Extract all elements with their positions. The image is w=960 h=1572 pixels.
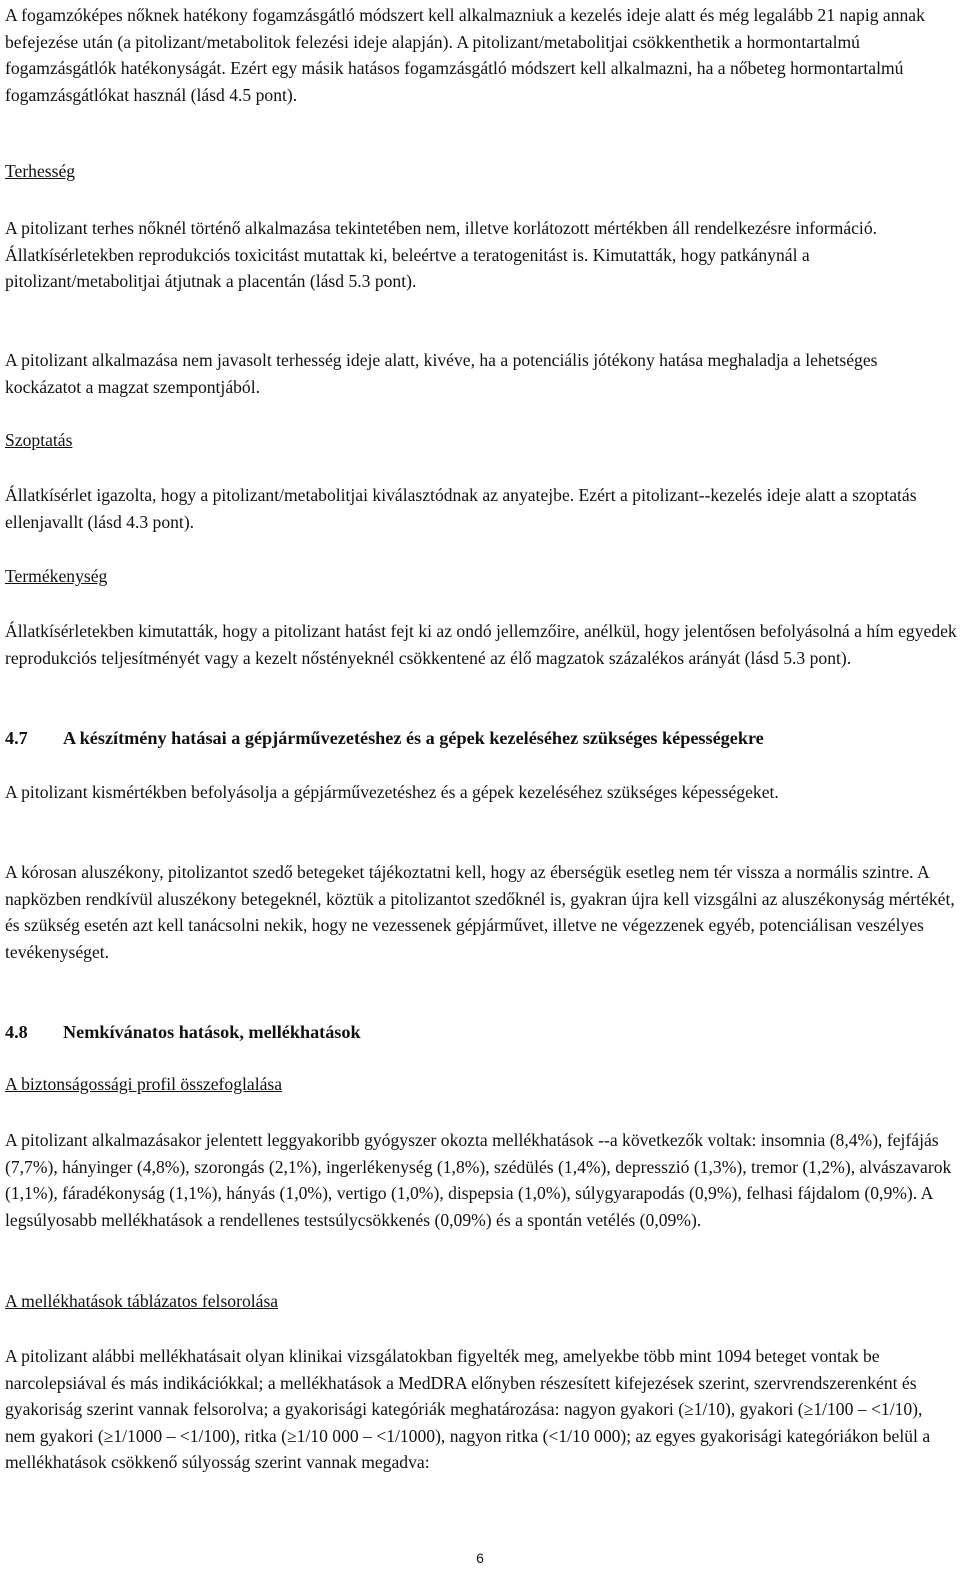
subheading-lactation: Szoptatás	[5, 430, 73, 450]
section-title: Nemkívánatos hatások, mellékhatások	[63, 1022, 361, 1042]
paragraph-tabulated: A pitolizant alábbi mellékhatásait olyan klinikai vizsgálatokban figyelték meg, amelyekbe több mint 1094 beteget vontak be narcolepsiával és más indikációkkal; a mellékhatások a MedDRA előnyben részesített kifejezések szerint, szervrendszerenként és gyakoriság szerint vannak felsorolva; a gyakorisági kategóriák meghatározása: nagyon gyakori (≥1/10), gyakori (≥1/100 – <1/10), nem gyakori (≥1/1000 – <1/100), ritka (≥1/10 000 – <1/1000), nagyon ritka (<1/10 000); az egyes gyakorisági kategóriákon belül a mellékhatások csökkenő súlyosság szerint vannak megadva:	[5, 1346, 931, 1472]
paragraph-driving-1: A pitolizant kismértékben befolyásolja a gépjárművezetéshez és a gépek kezeléséhez szükséges képességeket.	[5, 782, 779, 802]
section-title: A készítmény hatásai a gépjárművezetéshez és a gépek kezeléséhez szükséges képességekre	[63, 728, 764, 748]
subheading-pregnancy: Terhesség	[5, 161, 76, 181]
paragraph-lactation: Állatkísérlet igazolta, hogy a pitolizant/metabolitjai kiválasztódnak az anyatejbe. Ezért a pitolizant--kezelés ideje alatt a szoptatás ellenjavallt (lásd 4.3 pont).	[5, 485, 917, 532]
paragraph-fertility: Állatkísérletekben kimutatták, hogy a pitolizant hatást fejt ki az ondó jellemzőire, anélkül, hogy jelentősen befolyásolná a hím egyedek reprodukciós teljesítményét vagy a kezelt nőstényeknél csökkentené az élő magzatok százalékos arányát (lásd 5.3 pont).	[5, 621, 957, 668]
section-heading-4-8	[5, 1019, 960, 1045]
page-number: 6	[476, 1550, 484, 1566]
section-heading-4-7	[5, 725, 960, 751]
paragraph-pregnancy-2: A pitolizant alkalmazása nem javasolt terhesség ideje alatt, kivéve, ha a potenciális jótékony hatása meghaladja a lehetséges kockázatot a magzat szempontjából.	[5, 350, 878, 397]
paragraph-pregnancy-1: A pitolizant terhes nőknél történő alkalmazása tekintetében nem, illetve korlátozott mértékben áll rendelkezésre információ. Állatkísérletekben reprodukciós toxicitást mutattak ki, beleértve a teratogenitást is. Kimutatták, hogy patkánynál a pitolizant/metabolitjai átjutnak a placentán (lásd 5.3 pont).	[5, 218, 878, 291]
paragraph-driving-2: A kórosan aluszékony, pitolizantot szedő betegeket tájékoztatni kell, hogy az éberségük esetleg nem tér vissza a normális szintre. A napközben rendkívül aluszékony betegeknél, köztük a pitolizantot szedőknél is, gyakran újra kell vizsgálni az aluszékonyság mértékét, és szükség esetén azt kell tanácsolni nekik, hogy ne vezessenek gépjárművet, illetve ne végezzenek egyéb, potenciálisan veszélyes tevékenységet.	[5, 862, 955, 962]
paragraph-contraception: A fogamzóképes nőknek hatékony fogamzásgátló módszert kell alkalmazniuk a kezelés ideje alatt és még legalább 21 napig annak befejezése után (a pitolizant/metabolitok felezési ideje alapján). A pitolizant/metabolitjai csökkenthetik a hormontartalmú fogamzásgátlók hatékonyságát. Ezért egy másik hatásos fogamzásgátló módszert kell alkalmazni, ha a nőbeteg hormontartalmú fogamzásgátlókat használ (lásd 4.5 pont).	[5, 5, 925, 105]
section-number: 4.8	[5, 1022, 28, 1042]
subheading-fertility: Termékenység	[5, 566, 108, 586]
subheading-safety-summary: A biztonságossági profil összefoglalása	[5, 1074, 283, 1094]
paragraph-safety-summary: A pitolizant alkalmazásakor jelentett leggyakoribb gyógyszer okozta mellékhatások --a következők voltak: insomnia (8,4%), fejfájás (7,7%), hányinger (4,8%), szorongás (2,1%), ingerlékenység (1,8%), szédülés (1,4%), depresszió (1,3%), tremor (1,2%), alvászavarok (1,1%), fáradékonyság (1,1%), hányás (1,0%), vertigo (1,0%), dispepsia (1,0%), súlygyarapodás (0,9%), felhasi fájdalom (0,9%). A legsúlyosabb mellékhatások a rendellenes testsúlycsökkenés (0,09%) és a spontán vetélés (0,09%).	[5, 1130, 952, 1230]
subheading-tabulated: A mellékhatások táblázatos felsorolása	[5, 1291, 279, 1311]
section-number: 4.7	[5, 728, 28, 748]
